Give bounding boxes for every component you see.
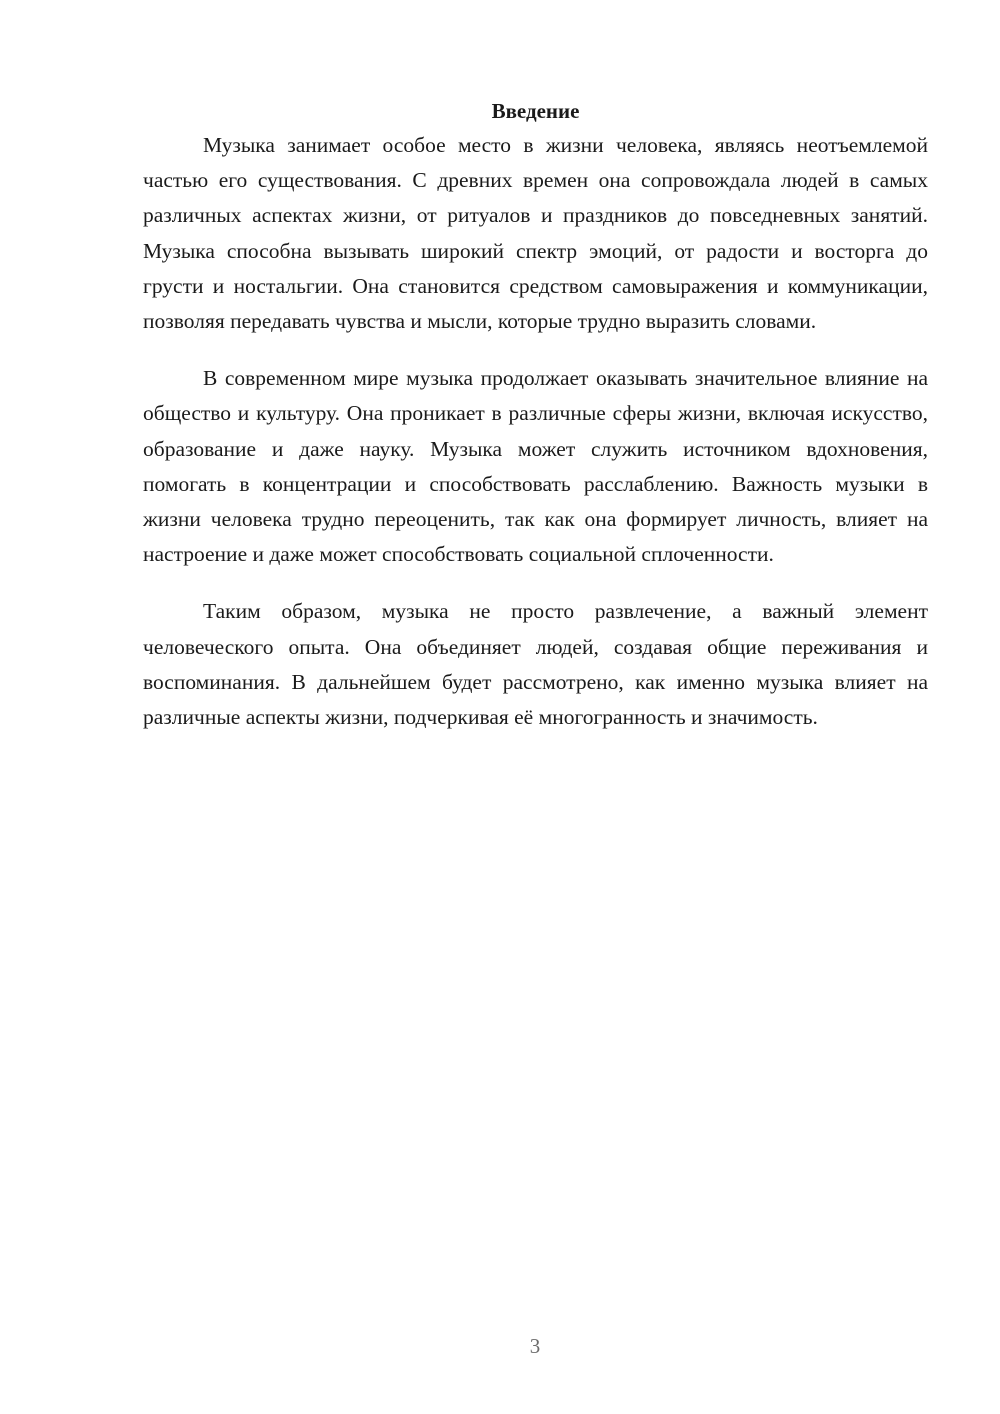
- section-heading: Введение: [491, 99, 580, 123]
- paragraph-1: Музыка занимает особое место в жизни человека, являясь неотъемлемой частью его существования. С древних времен она сопровождала людей в самых различных аспектах жизни, от ритуалов и праздников до повседневных занятий. Музыка способна вызывать широкий спектр эмоций, от радости и восторга до грусти и ностальгии. Она становится средством самовыражения и коммуникации, позволяя передавать чувства и мысли, которые трудно выразить словами.: [143, 133, 928, 334]
- paragraph-2: В современном мире музыка продолжает оказывать значительное влияние на общество и культуру. Она проникает в различные сферы жизни, включая искусство, образование и даже науку. Музыка может служить источником вдохновения, помогать в концентрации и способствовать расслаблению. Важность музыки в жизни человека трудно переоценить, так как она формирует личность, влияет на настроение и даже может способствовать социальной сплоченности.: [143, 366, 928, 567]
- page-number: 3: [529, 1334, 541, 1358]
- paragraph-3: Таким образом, музыка не просто развлечение, а важный элемент человеческого опыта. Она объединяет людей, создавая общие переживания и воспоминания. В дальнейшем будет рассмотрено, как именно музыка влияет на различные аспекты жизни, подчеркивая её многогранность и значимость.: [143, 599, 928, 730]
- document-body: [143, 96, 928, 757]
